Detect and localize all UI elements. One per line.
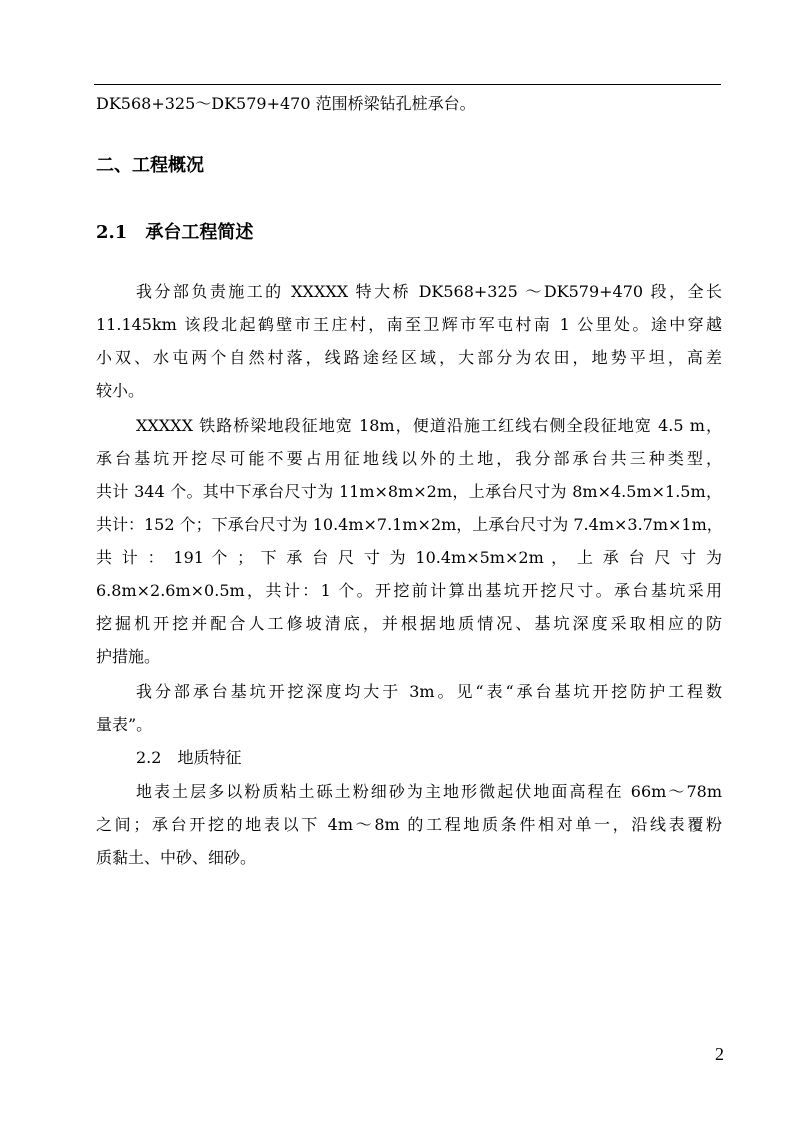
paragraph-line: 地表土层多以粉质粘土砾土粉细砂为主地形微起伏地面高程在 66m～78m	[136, 782, 722, 801]
paragraph-line: 质黏土、中砂、细砂。	[96, 848, 257, 867]
paragraph-line: 6.8m×2.6m×0.5m，共计：1 个。开挖前计算出基坑开挖尺寸。承台基坑采用	[96, 581, 722, 600]
header-rule	[94, 84, 721, 85]
paragraph-line: 共 计 ： 191 个 ； 下 承 台 尺 寸 为 10.4m×5m×2m ， 上 承 台 尺 寸 为	[96, 548, 722, 567]
paragraph-line: 我分部承台基坑开挖深度均大于 3m。见“表“承台基坑开挖防护工程数	[136, 682, 722, 701]
paragraph-line: 11.145km 该段北起鹤壁市王庄村，南至卫辉市军屯村南 1 公里处。途中穿越	[96, 315, 722, 334]
continuation-text: DK568+325～DK579+470 范围桥梁钻孔桩承台。	[96, 94, 476, 113]
paragraph-line: 量表”。	[96, 715, 153, 734]
paragraph-line: 较小。	[96, 381, 145, 400]
paragraph-line: 之间；承台开挖的地表以下 4m～8m 的工程地质条件相对单一，沿线表覆粉	[96, 815, 722, 834]
paragraph-line: 护措施。	[96, 647, 161, 666]
paragraph-line: 共计：152 个；下承台尺寸为 10.4m×7.1m×2m，上承台尺寸为 7.4m×3.7m×1m，	[96, 515, 723, 534]
paragraph-line: 我分部负责施工的 XXXXX 特大桥 DK568+325 ～DK579+470 段，全长	[136, 282, 722, 301]
section-heading: 二、工程概况	[96, 155, 204, 176]
paragraph-line: 共计 344 个。其中下承台尺寸为 11m×8m×2m，上承台尺寸为 8m×4.5m×1.5m，	[96, 482, 722, 501]
paragraph-line: 挖掘机开挖并配合人工修坡清底，并根据地质情况、基坑深度采取相应的防	[96, 614, 722, 633]
paragraph-line: XXXXX 铁路桥梁地段征地宽 18m，便道沿施工红线右侧全段征地宽 4.5 m，	[136, 416, 722, 435]
subsection-heading-2-2: 2.2 地质特征	[136, 748, 242, 767]
page-number: 2	[715, 1044, 724, 1064]
paragraph-line: 小双、水屯两个自然村落，线路途经区域，大部分为农田，地势平坦，高差	[96, 348, 722, 367]
subsection-heading-2-1: 2.1 承台工程简述	[96, 222, 254, 243]
paragraph-line: 承台基坑开挖尽可能不要占用征地线以外的土地，我分部承台共三种类型，	[96, 449, 722, 468]
